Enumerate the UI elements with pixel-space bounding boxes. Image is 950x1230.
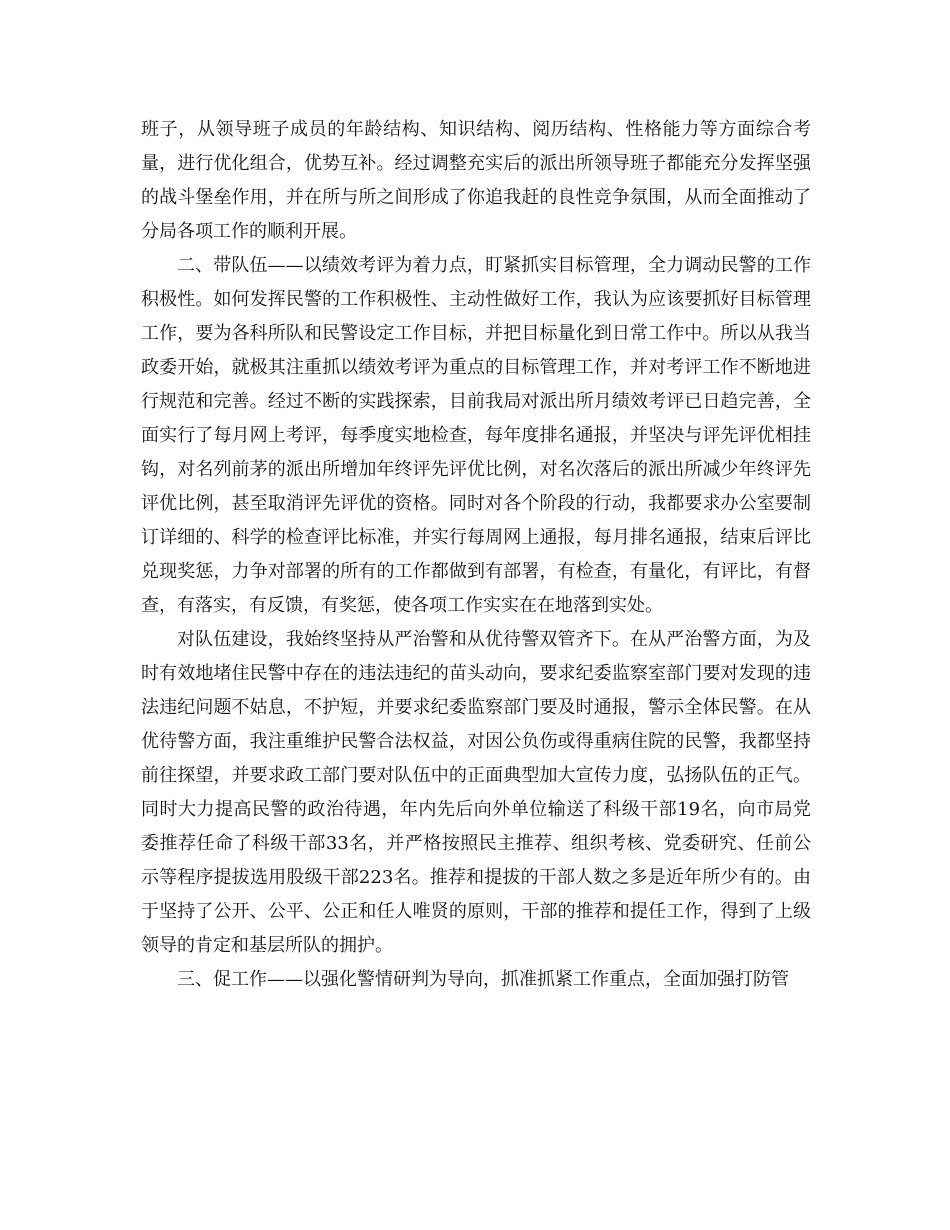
paragraph-2: 二、带队伍——以绩效考评为着力点，盯紧抓实目标管理，全力调动民警的工作积极性。如何发挥民警的工作积极性、主动性做好工作，我认为应该要抓好目标管理工作，要为各科所队和民警设定工作目标，并把目标量化到日常工作中。所以从我当政委开始，就极其注重抓以绩效考评为重点的目标管理工作，并对考评工作不断地进行规范和完善。经过不断的实践探索，目前我局对派出所月绩效考评已日趋完善，全面实行了每月网上考评，每季度实地检查，每年度排名通报，并坚决与评先评优相挂钩，对名列前茅的派出所增加年终评先评优比例，对名次落后的派出所减少年终评先评优比例，甚至取消评先评优的资格。同时对各个阶段的行动，我都要求办公室要制订详细的、科学的检查评比标准，并实行每周网上通报，每月排名通报，结束后评比兑现奖惩，力争对部署的所有的工作都做到有部署，有检查，有量化，有评比，有督查，有落实，有反馈，有奖惩，使各项工作实实在在地落到实处。 bbox=[141, 255, 811, 616]
paragraph-3: 对队伍建设，我始终坚持从严治警和从优待警双管齐下。在从严治警方面，为及时有效地堵住民警中存在的违法违纪的苗头动向，要求纪委监察室部门要对发现的违法违纪问题不姑息，不护短，并要求纪委监察部门要及时通报，警示全体民警。在从优待警方面，我注重维护民警合法权益，对因公负伤或得重病住院的民警，我都坚持前往探望，并要求政工部门要对队伍中的正面典型加大宣传力度，弘扬队伍的正气。同时大力提高民警的政治待遇，年内先后向外单位输送了科级干部19名，向市局党委推荐任命了科级干部33名，并严格按照民主推荐、组织考核、党委研究、任前公示等程序提拔选用股级干部223名。推荐和提拔的干部人数之多是近年所少有的。由于坚持了公开、公平、公正和任人唯贤的原则，干部的推荐和提任工作，得到了上级领导的肯定和基层所队的拥护。 bbox=[141, 629, 811, 956]
paragraph-1: 班子，从领导班子成员的年龄结构、知识结构、阅历结构、性格能力等方面综合考量，进行优化组合，优势互补。经过调整充实后的派出所领导班子都能充分发挥坚强的战斗堡垒作用，并在所与所之间形成了你追我赶的良性竞争氛围，从而全面推动了分局各项工作的顺利开展。 bbox=[141, 119, 811, 242]
document-body bbox=[141, 113, 811, 997]
paragraph-4: 三、促工作——以强化警情研判为导向，抓准抓紧工作重点，全面加强打防管 bbox=[177, 969, 789, 990]
